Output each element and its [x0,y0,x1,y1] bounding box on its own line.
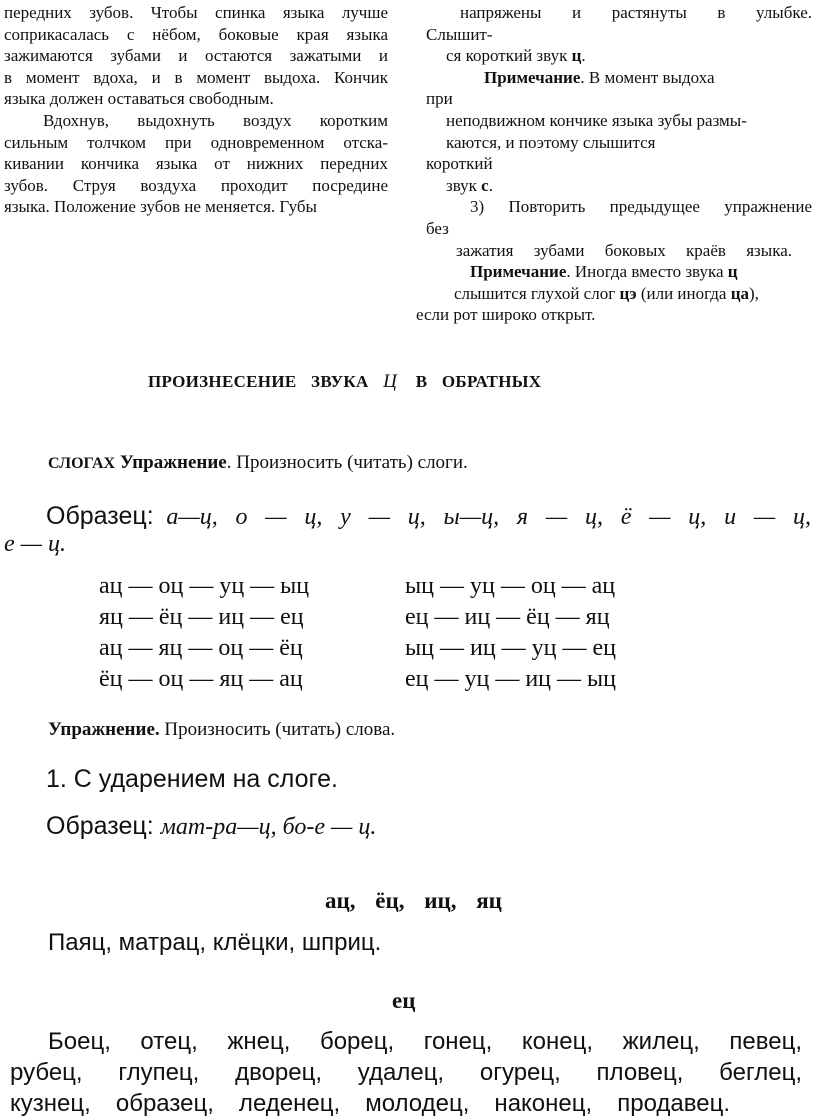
text-line: зубов. Струя воздуха проходит посредине [4,175,388,195]
bold-letter: ц [571,46,582,66]
heading-text: СЛОГАХ [48,455,116,472]
sample-text: а—ц, о — ц, у — ц, ы—ц, я — ц, ё — ц, и — ц, [166,504,811,530]
text-line: неподвижном кончике языка зубы размы- [446,110,747,130]
stress-title: 1. С ударением на слоге. [46,765,338,793]
text-line: напряжены и растянуты в улыбке. [460,3,812,22]
text-line: языка должен оставаться свободным. [4,89,274,109]
note-line [414,261,812,283]
group-heading: ац, ёц, иц, яц [325,888,502,913]
syllable-row: яц — ёц — иц — ец [99,604,304,630]
exercise-label: Упражнение. [48,719,160,740]
note-label: Примечание [484,67,581,87]
text-line: передних зубов. Чтобы спинка языка лучше [4,3,388,22]
stress-sample [46,812,376,841]
text-line: каются, и поэтому слышится [446,132,656,152]
syllable-row: ец — уц — иц — ыц [405,666,616,692]
syllable-row: ыц — иц — уц — ец [405,635,616,661]
text-line: Слышит- [426,24,493,44]
syllable-row: ёц — оц — яц — ац [99,666,303,692]
bold-syllable: цэ [619,283,637,303]
sample-text: мат-ра—ц, бо-е — ц. [160,814,377,840]
text-fragment: ся короткий звук [446,46,572,66]
text-line [414,45,812,67]
bold-letter: с [481,175,489,195]
heading-text: В ОБРАТНЫХ [415,372,542,391]
syllable-row: ыц — уц — оц — ац [405,573,616,599]
text-line: без [426,218,449,238]
word-list: Паяц, матрац, клёцки, шприц. [48,929,382,956]
sample-label: Образец: [46,812,161,840]
word-list [10,1026,802,1119]
text-line: 3) Повторить предыдущее упражнение [470,197,812,217]
word-line: Боец, отец, жнец, борец, гонец, конец, жилец, певец, [48,1028,802,1055]
text-fragment: звук [446,175,482,195]
text-fragment: (или иногда [636,283,731,303]
note-line [414,67,812,89]
text-line: кивании кончика языка от нижних передних [4,154,388,174]
text-fragment: ), [749,283,759,303]
text-fragment: . [488,175,493,195]
text-fragment: . [581,46,586,66]
right-column [414,2,812,326]
heading-letter: Ц [383,371,398,392]
text-line [414,175,812,197]
word-line: кузнец, образец, леденец, молодец, наконец, продавец. [10,1090,730,1117]
exercise-label: Упражнение [119,452,227,473]
group-heading: ец [392,988,416,1013]
text-line: соприкасалась с нёбом, боковые края языка [4,24,388,44]
exercise-text: Произносить (читать) слова. [159,719,396,740]
text-line: Вдохнув, выдохнуть воздух коротким [43,110,388,130]
text-line: зажимаются зубами и остаются зажатыми и [4,46,388,66]
syllable-row: ац — оц — уц — ыц [99,573,310,599]
text-line [414,283,812,305]
left-column [4,2,388,218]
bold-syllable: ца [730,283,749,303]
exercise-text: . Произносить (читать) слоги. [226,452,468,473]
text-line: в момент вдоха, и в момент выдоха. Кончик [4,67,388,87]
syllable-row: ац — яц — оц — ёц [99,635,303,661]
bold-letter: ц [727,262,738,282]
syllables-right [405,571,616,695]
note-label: Примечание [470,262,567,282]
note-text: . В момент выдоха [580,67,715,87]
word-line: рубец, глупец, дворец, удалец, огурец, пловец, беглец, [10,1059,802,1086]
syllable-row: ец — иц — ёц — яц [405,604,610,630]
note-text: . Иногда вместо звука [566,262,728,282]
text-line: короткий [426,154,493,174]
sample-line-continued: е — ц. [4,531,66,557]
text-line: если рот широко открыт. [416,305,596,325]
syllables-left [99,571,309,695]
section-heading [148,371,541,393]
section-heading-continued [48,452,468,474]
text-fragment: слышится глухой слог [454,283,620,303]
exercise-line [48,719,395,741]
sample-line [46,502,811,531]
text-line: сильным толчком при одновременном отска- [4,132,388,152]
text-line: при [426,89,453,109]
heading-text: ПРОИЗНЕСЕНИЕ ЗВУКА [148,372,369,391]
sample-label: Образец: [46,502,167,530]
text-line: языка. Положение зубов не меняется. Губы [4,197,317,217]
text-line: зажатия зубами боковых краёв языка. [456,240,792,260]
